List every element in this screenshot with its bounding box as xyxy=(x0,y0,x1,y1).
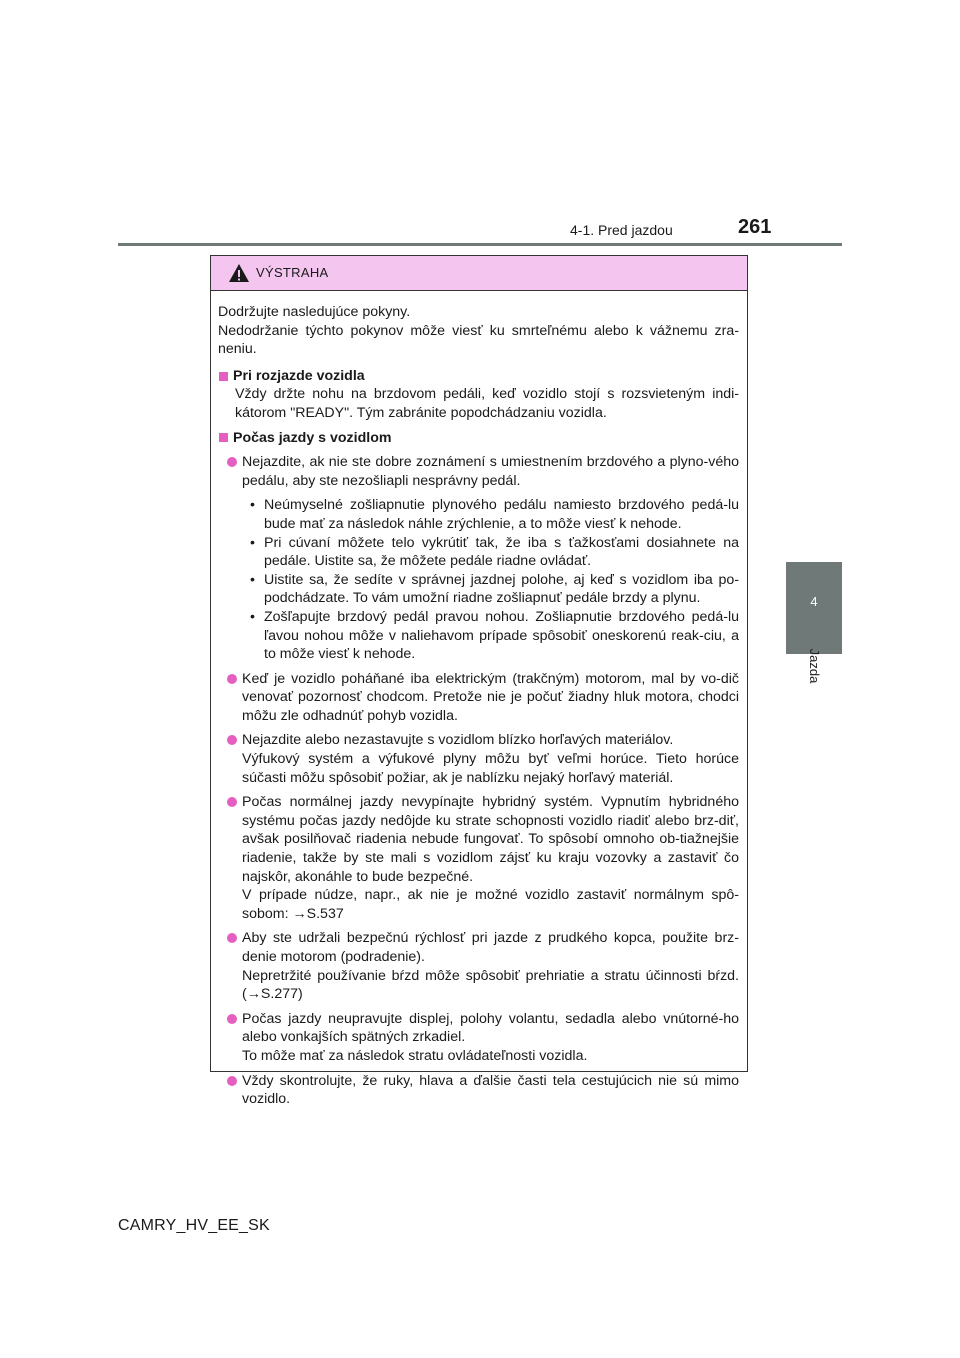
bullet-text: Počas normálnej jazdy nevypínajte hybridný systém. Vypnutím hybridného systému počas jazdy nedôjde ku strate schopnosti vozidlo riadiť alebo brz-diť, avšak posilňovač riadenia nebude fungovať. To spôsobí omnoho ob-tiažnejšie riadenie, takže by ste mali s vozidlom zájsť ku kraju vozovky a zastaviť čo najskôr, akonáhle to bude bezpečné. xyxy=(242,794,739,885)
warning-header xyxy=(211,256,747,291)
intro-line-2: Nedodržanie týchto pokynov môže viesť ku smrteľnému alebo k vážnemu zra-neniu. xyxy=(218,322,739,358)
bullet-item xyxy=(218,453,739,490)
circle-bullet-icon xyxy=(227,1076,237,1086)
bullet-text: Nejazdite, ak nie ste dobre zoznámení s umiestnením brzdového a plyno-vého pedálu, aby ste nezošliapli nesprávny pedál. xyxy=(242,454,739,489)
warning-triangle-icon xyxy=(228,263,250,283)
section-text-start: Vždy držte nohu na brzdovom pedáli, keď vozidlo stojí s rozsvieteným indi-kátorom "READY". Tým zabránite popodchádzaniu vozidla. xyxy=(235,386,739,421)
circle-bullet-icon xyxy=(227,457,237,467)
chapter-label: Jazda xyxy=(807,648,822,684)
chapter-tab xyxy=(786,562,842,654)
sub-list-item: • Zošľapujte brzdový pedál pravou nohou. Zošliapnutie brzdového pedá-lu ľavou nohou môže v naliehavom prípade spôsobiť oneskorenú reak-ciu, a to môže viesť k nehode. xyxy=(250,608,739,664)
bullet-text: V prípade núdze, napr., ak nie je možné vozidlo zastaviť normálnym spô-sobom: →S.537 xyxy=(242,887,739,922)
document-code: CAMRY_HV_EE_SK xyxy=(118,1217,270,1234)
circle-bullet-icon xyxy=(227,797,237,807)
bullet-text: Počas jazdy neupravujte displej, polohy volantu, sedadla alebo vnútorné-ho alebo vonkajších spätných zrkadiel. xyxy=(242,1010,739,1046)
bullet-text: Výfukový systém a výfukové plyny môžu byť veľmi horúce. Tieto horúce súčasti môžu spôsobiť požiar, ak je nablízku nejaký horľavý materiál. xyxy=(242,751,739,786)
bullet-item xyxy=(218,1072,739,1109)
chapter-number: 4 xyxy=(810,594,818,609)
bullet-item xyxy=(218,670,739,726)
bullet-text: Nejazdite alebo nezastavujte s vozidlom blízko horľavých materiálov. xyxy=(242,732,674,749)
section-title-driving: Počas jazdy s vozidlom xyxy=(233,429,392,446)
bullet-text: To môže mať za následok stratu ovládateľnosti vozidla. xyxy=(242,1047,588,1064)
page-number: 261 xyxy=(738,216,772,238)
warning-title: VÝSTRAHA xyxy=(256,265,329,280)
circle-bullet-icon xyxy=(227,933,237,943)
sub-list-item: • Neúmyselné zošliapnutie plynového pedálu namiesto brzdového pedá-lu bude mať za následok náhle zrýchlenie, a to môže viesť k nehode. xyxy=(250,496,739,533)
square-bullet-icon xyxy=(219,372,228,381)
bullet-text: Aby ste udržali bezpečnú rýchlosť pri jazde z prudkého kopca, použite brz-denie motorom (podradenie). xyxy=(242,930,739,965)
bullet-item xyxy=(218,1010,739,1066)
bullet-text: Keď je vozidlo poháňané iba elektrickým (trakčným) motorom, mal by vo-dič venovať pozornosť chodcom. Pretože nie je počuť žiadny hluk motora, chodci môžu zle odhadnúť pohyb vozidla. xyxy=(242,670,739,724)
section-title-start: Pri rozjazde vozidla xyxy=(233,367,365,384)
sub-list-item: • Uistite sa, že sedíte v správnej jazdnej polohe, aj keď s vozidlom iba po-podchádzate. To vám umožní riadne zošliapnuť pedále brzdy a plynu. xyxy=(250,571,739,608)
bullet-text: Nepretržité používanie bŕzd môže spôsobiť prehriatie a stratu účinnosti bŕzd. (→S.277) xyxy=(242,967,739,1003)
sub-list-item: • Pri cúvaní môžete telo vykrútiť tak, že iba s ťažkosťami dosiahnete na pedále. Uistite sa, že môžete pedále riadne ovládať. xyxy=(250,534,739,571)
warning-box xyxy=(210,255,748,1108)
bullet-item xyxy=(218,929,739,1003)
circle-bullet-icon xyxy=(227,1014,237,1024)
section-title: 4-1. Pred jazdou xyxy=(570,222,673,238)
bullet-item xyxy=(218,793,739,923)
bullet-item xyxy=(218,731,739,787)
header-divider xyxy=(118,243,842,246)
bullet-text: Vždy skontrolujte, že ruky, hlava a ďalšie časti tela cestujúcich nie sú mimo vozidlo. xyxy=(242,1072,739,1108)
section-heading-start xyxy=(218,367,739,386)
intro-line-1: Dodržujte nasledujúce pokyny. xyxy=(218,304,411,320)
circle-bullet-icon xyxy=(227,735,237,745)
sub-list xyxy=(250,496,739,663)
section-heading-driving xyxy=(218,429,739,448)
warning-body xyxy=(211,291,747,1109)
circle-bullet-icon xyxy=(227,674,237,684)
square-bullet-icon xyxy=(219,433,228,442)
